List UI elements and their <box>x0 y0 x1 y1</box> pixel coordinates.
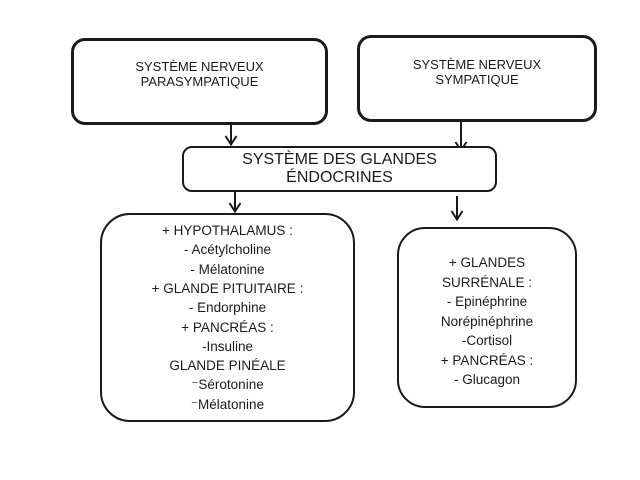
text-line: - Mélatonine <box>190 261 265 277</box>
text-line: -Insuline <box>201 338 254 354</box>
text-line: SYSTÈME DES GLANDES <box>242 151 437 168</box>
text-line: - Endorphine <box>188 300 267 316</box>
text-line: + HYPOTHALAMUS : <box>162 223 293 239</box>
text-line: + GLANDE PITUITAIRE : <box>151 280 304 296</box>
text-line: PARASYMPATIQUE <box>140 73 259 89</box>
text-line: Norépinéphrine <box>440 313 534 329</box>
text-line: -Cortisol <box>461 333 513 349</box>
text-line: - Acétylcholine <box>183 242 272 258</box>
text-line: ÉNDOCRINES <box>286 169 393 186</box>
text-line: - Glucagon <box>453 372 521 388</box>
text-line: + PANCRÉAS : <box>440 352 534 368</box>
text-line: SURRÉNALE : <box>441 274 533 290</box>
text-line: SYSTÈME NERVEUX <box>135 58 264 74</box>
text-line: - Epinéphrine <box>446 294 528 310</box>
box-hypothalamus-pituitaire-pancreas-pineale <box>100 213 355 422</box>
text-line: + GLANDES <box>448 255 526 271</box>
text-line: ⁻Mélatonine <box>190 396 265 412</box>
text-line: SYSTÈME NERVEUX <box>412 56 542 72</box>
text-line: SYMPATIQUE <box>435 71 519 87</box>
text-line: GLANDE PINÉALE <box>169 358 286 374</box>
arrow-parasympathique-to-endocrines <box>226 125 237 145</box>
box-systeme-nerveux-parasympathique <box>71 38 328 125</box>
text-line: + PANCRÉAS : <box>181 319 274 335</box>
box-systeme-nerveux-sympathique <box>357 35 597 122</box>
box-systeme-glandes-endocrines <box>182 146 497 192</box>
text-line: ⁻Sérotonine <box>191 377 264 393</box>
box-glandes-surrenale-pancreas <box>397 227 577 408</box>
arrow-endocrines-to-glandes-droite <box>452 196 463 220</box>
arrow-endocrines-to-glandes-gauche <box>230 192 241 212</box>
